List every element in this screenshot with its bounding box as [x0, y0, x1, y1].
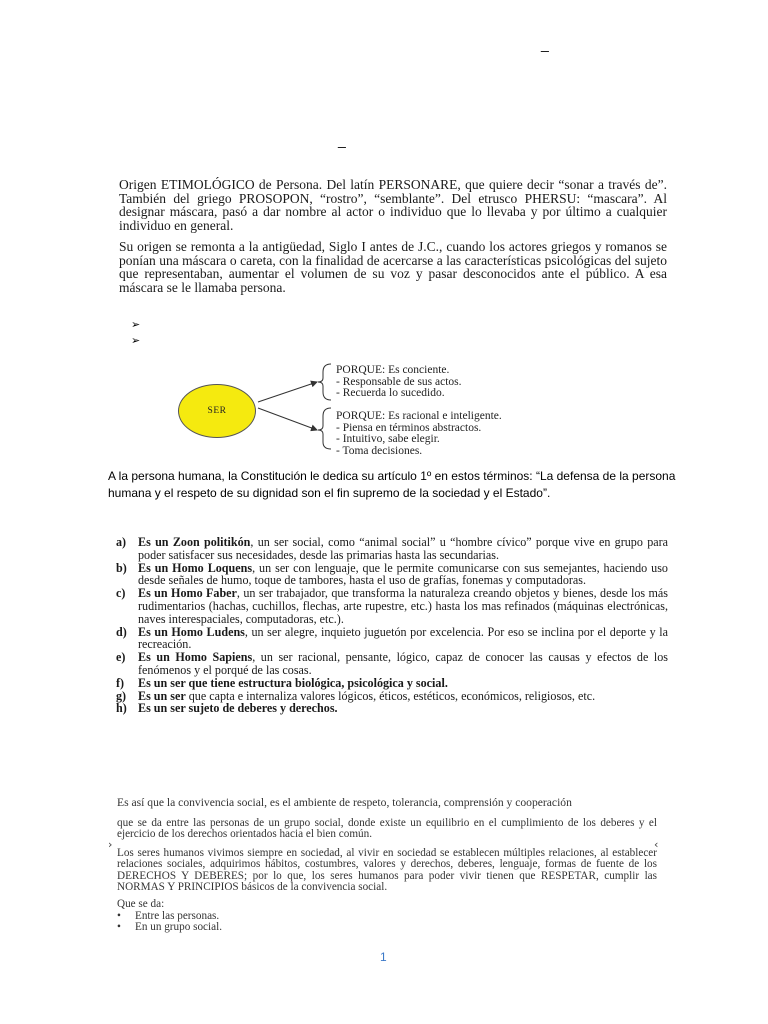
paragraph-origen: Origen ETIMOLÓGICO de Persona. Del latín PERSONARE, que quiere decir “sonar a través de”. También del griego PROSOPON, “rostro”, “semblante”. Del etrusco PHERSU: “mascara”. Al designar máscara, pasó a dar nombre al actor o individuo que lo llevaba y por último a cualquier individuo en general.	[119, 177, 667, 233]
brace-lower	[318, 408, 331, 449]
porque-group-conciente	[336, 365, 462, 400]
paragraph-mascara: Su origen se remonta a la antigüedad, Siglo I antes de J.C., cuando los actores griegos y romanos se ponían una máscara o careta, con la finalidad de acercarse a las características psicológicas del sujeto que representaban, aumentar el volumen de su voz y pasar desconocidos ante el público. A esa máscara se le llamaba persona.	[119, 239, 667, 295]
ser-circle	[178, 384, 256, 438]
arrow-upper	[258, 382, 317, 402]
page-number: 1	[380, 950, 387, 964]
list-label: c)	[116, 586, 126, 601]
ser-label: SER	[207, 406, 227, 416]
list-bold: Es un Homo Sapiens	[138, 650, 253, 665]
diagram-connectors	[255, 360, 335, 450]
list-item	[116, 702, 668, 715]
list-item: • Entre las personas.	[117, 910, 220, 922]
list-text: , un ser alegre, inquieto juguetón por excelencia. Por eso se inclina por el deporte y la recreación.	[138, 624, 668, 652]
paragraph-constitucion: A la persona humana, la Constitución le dedica su artículo 1º en estos términos: “La defensa de la persona humana y el respeto de su dignidad son el fin supremo de la sociedad y el Estado”.	[108, 469, 676, 500]
arrow-bullet-icon: ➢	[131, 334, 141, 347]
header-dash: _	[541, 36, 549, 52]
header-dash: _	[338, 132, 346, 148]
list-label: b)	[116, 560, 127, 575]
list-item	[116, 626, 668, 652]
persona-characteristics-list	[116, 536, 668, 715]
list-bold: Es un ser sujeto de deberes y derechos.	[138, 701, 338, 716]
arrow-lower	[258, 408, 317, 430]
que-se-da-list	[117, 911, 222, 934]
porque-line: PORQUE: Es racional e inteligente.	[336, 410, 502, 422]
list-label: e)	[116, 650, 126, 665]
list-label: a)	[116, 535, 127, 549]
list-text: Entre las personas.	[135, 910, 220, 922]
list-bold: Es un Homo Loquens	[138, 560, 253, 575]
porque-line: - Piensa en términos abstractos.	[336, 421, 482, 434]
chevron-left-icon: ‹	[654, 838, 659, 851]
list-item	[116, 562, 668, 588]
list-bold: Es un ser	[138, 688, 186, 703]
arrow-bullet-icon: ➢	[131, 318, 141, 331]
list-bold: Es un Homo Faber	[138, 586, 237, 601]
brace-upper	[318, 364, 331, 400]
list-text: En un grupo social.	[135, 921, 222, 934]
list-text: que capta e internaliza valores lógicos, éticos, estéticos, económicos, religiosos, etc.	[185, 688, 596, 703]
que-se-da-label: Que se da:	[117, 898, 165, 910]
porque-line: PORQUE: Es conciente.	[336, 364, 450, 376]
list-text: , un ser con lenguaje, que le permite comunicarse con sus semejantes, haciendo uso desde señales de humo, toque de tambores, hasta el uso de grafías, fonemas y computadoras.	[138, 560, 668, 588]
list-bold: Es un Homo Ludens	[138, 624, 245, 639]
convivencia-paragraph-1: que se da entre las personas de un grupo social, donde existe un equilibrio en el cumplimiento de los deberes y el ejercicio de los derechos orientados hacia el bien común.	[117, 817, 657, 841]
list-text: , un ser social, como “animal social” u “hombre cívico” porque vive en grupo para poder satisfacer sus necesidades, desde las primarias hasta las secundarias.	[138, 535, 669, 562]
list-label: d)	[116, 624, 127, 639]
porque-group-racional	[336, 411, 502, 457]
list-bold: Es un ser que tiene estructura biológica, psicológica y social.	[138, 675, 448, 690]
list-label: g)	[116, 688, 127, 703]
list-item: • En un grupo social.	[117, 921, 222, 934]
porque-line: - Toma decisiones.	[336, 444, 423, 457]
list-text: , un ser racional, pensante, lógico, capaz de conocer las causas y efectos de los fenómenos y el porqué de las cosas.	[138, 650, 669, 677]
list-item	[116, 587, 668, 625]
chevron-right-icon: ›	[108, 838, 113, 851]
convivencia-paragraph-2: Los seres humanos vivimos siempre en sociedad, al vivir en sociedad se establecen múltiples relaciones, al establecer relaciones sociales, adquirimos hábitos, costumbres, valores y derechos, deberes, lenguaje, formas de fuente de los DERECHOS Y DEBERES; por lo que, los seres humanos para poder vivir tienen que RESPETAR, cumplir las NORMAS Y PRINCIPIOS básicos de la convivencia social.	[117, 847, 657, 893]
convivencia-title: Es así que la convivencia social, es el ambiente de respeto, tolerancia, comprensión y cooperación	[117, 796, 572, 809]
list-item	[116, 536, 668, 562]
porque-line: - Intuitivo, sabe elegir.	[336, 433, 440, 446]
porque-line: - Responsable de sus actos.	[336, 375, 462, 388]
porque-line: - Recuerda lo sucedido.	[336, 387, 445, 400]
list-label: h)	[116, 701, 127, 716]
list-text: , un ser trabajador, que transforma la naturaleza creando objetos y bienes, desde los más rudimentarios (hachas, cuchillos, flechas, arte rupestre, etc.) hasta los mas refinados (máquinas electrónicas, naves interespaciales, computadoras, etc.).	[138, 586, 668, 626]
list-bold: Es un Zoon politikón	[138, 535, 251, 549]
list-label: f)	[116, 675, 125, 690]
list-item	[116, 651, 668, 677]
